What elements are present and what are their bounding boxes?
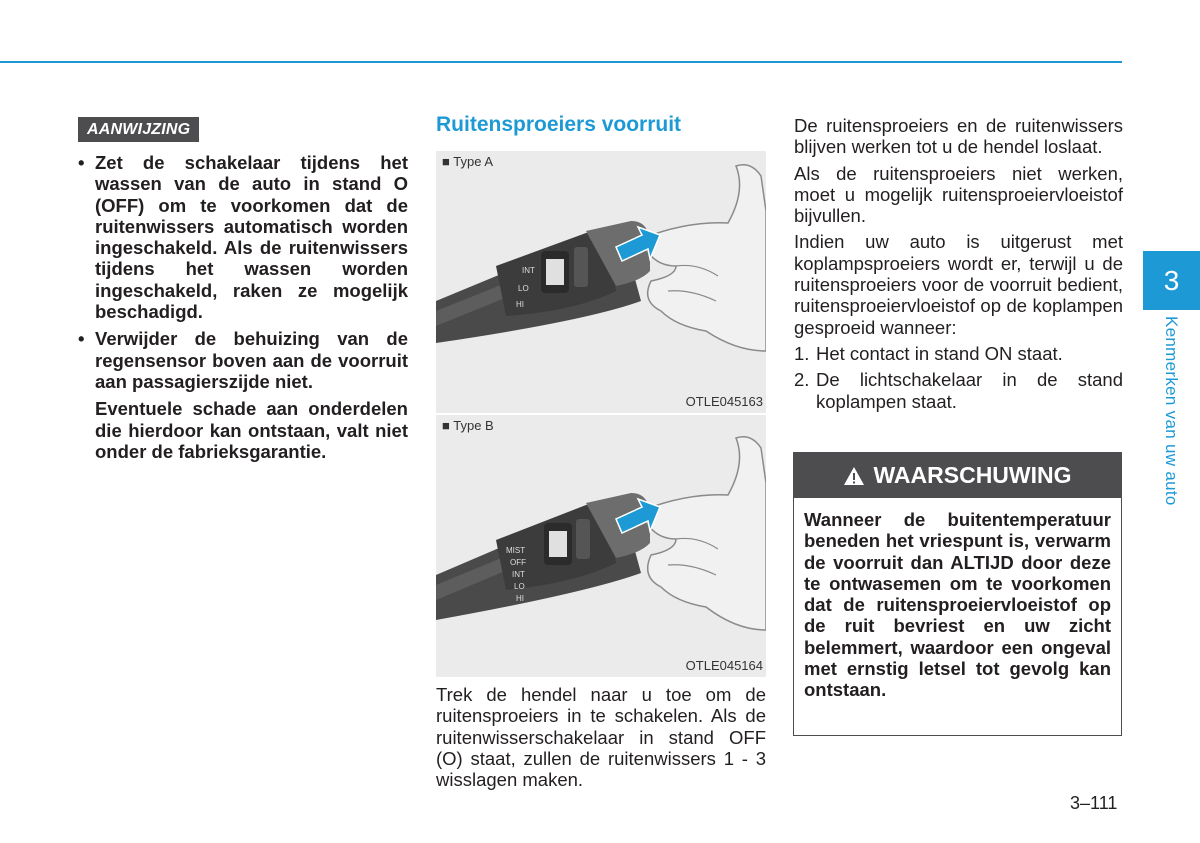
figure-code: OTLE045164 [685, 658, 763, 673]
list-item [794, 343, 1123, 364]
svg-text:INT: INT [512, 570, 525, 579]
note-content [78, 152, 408, 462]
paragraph: Als de ruitensproeiers niet werken, moet u mogelijk ruitensproeiervloeistof bijvullen. [794, 162, 1123, 227]
figure-type-label: Type B [453, 418, 494, 433]
warning-text: Wanneer de buitentemperatuur beneden het vriespunt is, verwarm de voorruit dan ALTIJD door deze te ontwasemen om te voorkomen dat de ruitensproeiervloeistof op de ruit bevriest en uw zicht belemmert, waardoor een ongeval met ernstig letsel tot gevolg kan ontstaan. [804, 509, 1111, 701]
paragraph: De ruitensproeiers en de ruitenwissers blijven werken tot u de hendel loslaat. [794, 115, 1123, 158]
header-rule [0, 61, 1122, 63]
list-text: Het contact in stand ON staat. [816, 342, 1063, 364]
list-number: 1. [794, 342, 810, 364]
svg-text:HI: HI [516, 300, 524, 309]
note-label: AANWIJZING [78, 117, 199, 142]
figure-type-b: MIST OFF INT LO HI ■ Type B OTLE045164 [436, 415, 766, 677]
condition-list [794, 343, 1123, 412]
section-title: Ruitensproeiers voorruit [436, 113, 682, 136]
chapter-title: Kenmerken van uw auto [1162, 316, 1181, 506]
svg-text:LO: LO [514, 582, 525, 591]
list-text: De lichtschakelaar in de stand koplampen staat. [816, 369, 1123, 412]
right-column-content [794, 115, 1123, 417]
section-body: Trek de hendel naar u toe om de ruitensproeiers in te schakelen. Als de ruitenwisserschakelaar in stand OFF (O) staat, zullen de ruitenwissers 1 - 3 wisslagen maken. [436, 684, 766, 791]
svg-text:OFF: OFF [510, 558, 526, 567]
figure-code: OTLE045163 [685, 394, 763, 409]
list-number: 2. [794, 369, 810, 391]
svg-text:LO: LO [518, 284, 529, 293]
note-bullet: • Verwijder de behuizing van de regensensor boven aan de voorruit aan passagierszijde niet. [78, 328, 408, 392]
note-bullet-list [78, 152, 408, 392]
figure-type-label: Type A [453, 154, 493, 169]
figure-type-a: INT LO HI ■ Type A OTLE045163 [436, 151, 766, 413]
note-continuation: Eventuele schade aan onderdelen die hierdoor kan ontstaan, valt niet onder de fabrieksgarantie. [95, 398, 408, 462]
svg-text:MIST: MIST [506, 546, 526, 555]
warning-header [794, 453, 1121, 498]
chapter-number-tab: 3 [1143, 251, 1200, 310]
paragraph: Indien uw auto is uitgerust met koplampsproeiers wordt er, terwijl u de ruitensproeiers voor de voorruit bedient, ruitensproeiervloeistof op de koplampen gesproeid wanneer: [794, 231, 1123, 338]
warning-triangle-icon [843, 466, 865, 486]
wiper-stalk-hand-illustration [436, 151, 766, 413]
svg-text:HI: HI [516, 594, 524, 603]
wiper-stalk-hand-illustration [436, 415, 766, 677]
warning-box [793, 452, 1122, 736]
note-bullet: • Zet de schakelaar tijdens het wassen van de auto in stand O (OFF) om te voorkomen dat de ruitenwissers automatisch worden ingeschakeld. Als de ruitenwissers tijdens het wassen worden ingeschakeld, raken ze mogelijk beschadigd. [78, 152, 408, 322]
list-item [794, 369, 1123, 412]
page-number: 3–111 [1070, 793, 1118, 813]
warning-title: WAARSCHUWING [873, 462, 1072, 488]
svg-text:INT: INT [522, 266, 535, 275]
